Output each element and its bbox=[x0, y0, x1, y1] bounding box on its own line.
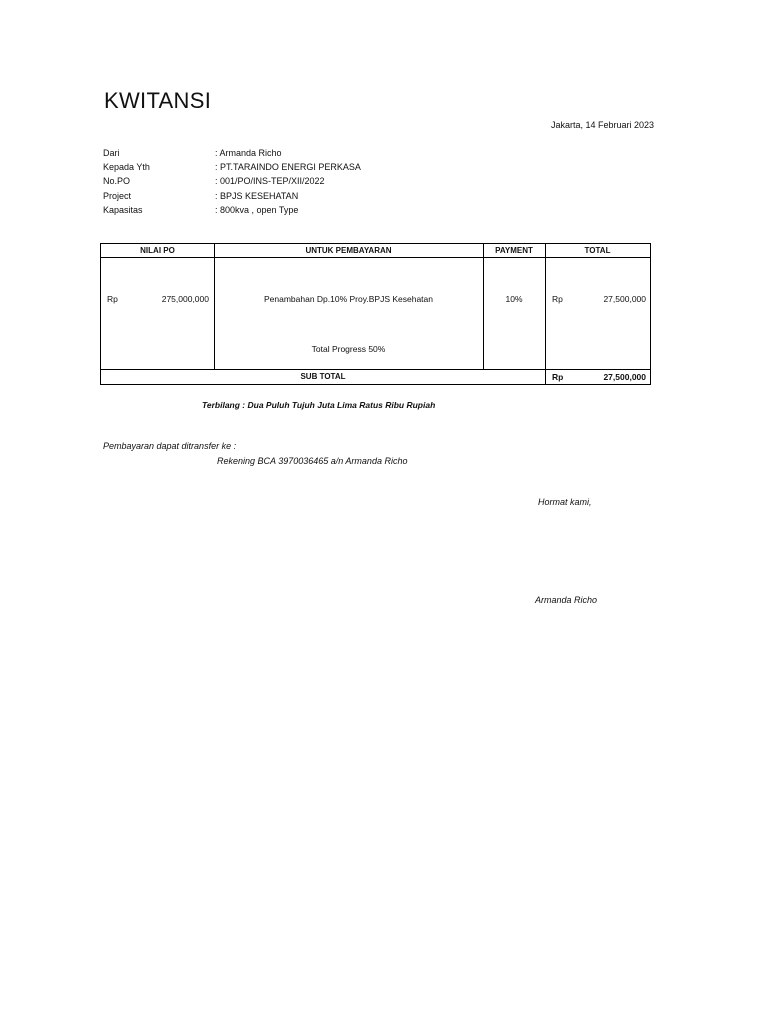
info-row-kepada bbox=[103, 160, 361, 174]
info-row-dari bbox=[103, 146, 361, 160]
info-row-kapasitas bbox=[103, 203, 361, 217]
total-value: 27,500,000 bbox=[603, 294, 646, 304]
amount-in-words: Terbilang : Dua Puluh Tujuh Juta Lima Ratus Ribu Rupiah bbox=[202, 400, 436, 410]
header-payment: PAYMENT bbox=[495, 246, 533, 255]
info-value: : PT.TARAINDO ENERGI PERKASA bbox=[215, 162, 361, 173]
subtotal-divider bbox=[101, 369, 650, 370]
total-currency: Rp bbox=[552, 294, 563, 304]
document-date: Jakarta, 14 Februari 2023 bbox=[550, 120, 654, 130]
signatory-name: Armanda Richo bbox=[535, 595, 598, 605]
info-value: : Armanda Richo bbox=[215, 148, 282, 158]
header-total: TOTAL bbox=[584, 246, 611, 255]
info-label: Project bbox=[103, 190, 132, 201]
header-divider bbox=[101, 257, 650, 258]
info-label: No.PO bbox=[103, 176, 131, 187]
payment-table bbox=[100, 243, 651, 385]
subtotal-currency: Rp bbox=[552, 372, 564, 382]
info-value: : BPJS KESEHATAN bbox=[215, 190, 299, 201]
info-label: Kepada Yth bbox=[103, 162, 150, 173]
info-value: : 001/PO/INS-TEP/XII/2022 bbox=[215, 176, 325, 187]
info-value: : 800kva , open Type bbox=[215, 204, 299, 215]
payment-description: Penambahan Dp.10% Proy.BPJS Kesehatan bbox=[263, 294, 433, 304]
column-divider bbox=[545, 244, 546, 384]
info-block bbox=[103, 146, 361, 217]
progress-note: Total Progress 50% bbox=[311, 344, 386, 354]
info-label: Kapasitas bbox=[103, 204, 143, 215]
column-divider bbox=[483, 244, 484, 369]
nilai-po-currency: Rp bbox=[107, 294, 118, 304]
payment-note: Pembayaran dapat ditransfer ke : bbox=[103, 441, 237, 451]
header-nilai-po: NILAI PO bbox=[140, 246, 175, 255]
info-row-no-po bbox=[103, 174, 361, 188]
info-row-project bbox=[103, 189, 361, 203]
nilai-po-value: 275,000,000 bbox=[161, 294, 209, 304]
subtotal-value: 27,500,000 bbox=[603, 372, 646, 382]
closing-text: Hormat kami, bbox=[538, 497, 592, 507]
header-untuk-pembayaran: UNTUK PEMBAYARAN bbox=[305, 246, 392, 255]
info-label: Dari bbox=[103, 148, 120, 158]
bank-account: Rekening BCA 3970036465 a/n Armanda Richo bbox=[217, 456, 408, 466]
document-title: KWITANSI bbox=[104, 88, 212, 113]
payment-percent: 10% bbox=[505, 294, 523, 304]
subtotal-label: SUB TOTAL bbox=[300, 372, 346, 381]
